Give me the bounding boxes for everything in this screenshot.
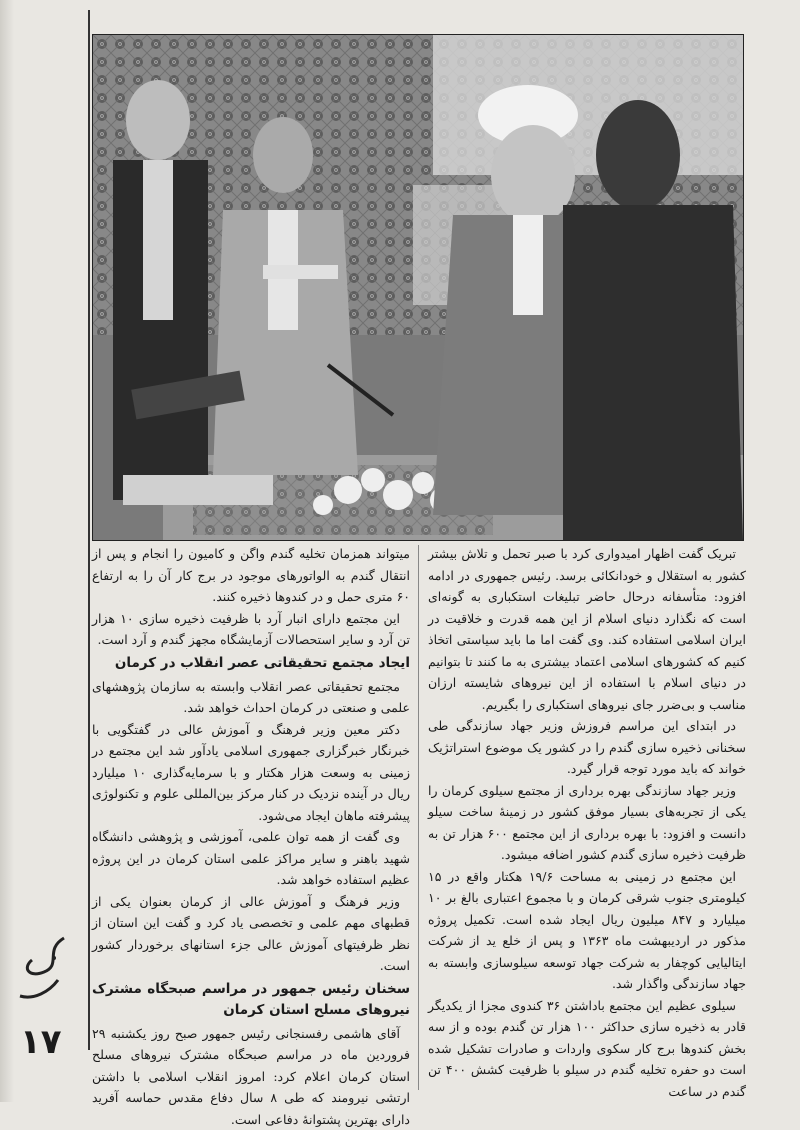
page-edge <box>0 0 14 1102</box>
paragraph: وزیر فرهنگ و آموزش عالی از کرمان بعنوان یکی از قطبهای مهم علمی و تخصصی یاد کرد و گفت این استان از نظر ظرفیتهای آموزش عالی جزء استانهای برخوردار کشور است. <box>92 891 410 977</box>
page-number: ۱۷ <box>20 1022 62 1062</box>
ceremony-photo <box>92 34 744 541</box>
calligraphy-logo-icon <box>14 930 76 1010</box>
photo-ceremony-icon <box>93 35 743 540</box>
paragraph: دکتر معین وزیر فرهنگ و آموزش عالی در گفتگویی با خبرنگار خبرگزاری جمهوری اسلامی یادآور شد این مجتمع در زمینی به وسعت هزار هکتار و با سرمایه‌گذاری ۱۰ میلیارد ریال در آینده نزدیک در کنار مرکز بین‌المللی علوم و تکنولوژی پیشرفته ماهان ایجاد می‌شود. <box>92 719 410 827</box>
paragraph: سیلوی عظیم این مجتمع باداشتن ۳۶ کندوی مجزا از یکدیگر قادر به ذخیره سازی حداکثر ۱۰۰ هزار تن گندم بوده و از سه بخش کندوها برج کار سکوی واردات و صادرات تشکیل شده است دو حفره تخلیه گندم در سیلو با ظرفیت کشش ۴۰۰ تن گندم در ساعت <box>428 995 746 1103</box>
paragraph: مجتمع تحقیقاتی عصر انقلاب وابسته به سازمان پژوهشهای علمی و صنعتی در کرمان احداث خواهد شد. <box>92 676 410 719</box>
paragraph: وزیر جهاد سازندگی بهره برداری از مجتمع سیلوی کرمان را یکی از تجربه‌های بسیار موفق کشور در زمینهٔ ساخت سیلو دانست و افزود: با بهره برداری از این مجتمع ۶۰۰ هزار تن به ظرفیت ذخیره سازی گندم کشور اضافه میشود. <box>428 780 746 866</box>
paragraph: وی گفت از همه توان علمی، آموزشی و پژوهشی دانشگاه شهید باهنر و سایر مراکز علمی استان کرمان در این پروژه عظیم استفاده خواهد شد. <box>92 826 410 891</box>
margin-rule <box>88 10 90 1050</box>
section-heading: ایجاد مجتمع تحقیقاتی عصر انقلاب در کرمان <box>92 653 410 674</box>
paragraph: آقای هاشمی رفسنجانی رئیس جمهور صبح روز یکشنبه ۲۹ فروردین ماه در مراسم صبحگاه مشترک نیروهای مسلح استان کرمان اعلام کرد: امروز انقلاب اسلامی با داشتن ارتشی نیرومند که طی ۸ سال دفاع مقدس حماسه آفرید دارای بهترین پشتوانهٔ دفاعی است. <box>92 1023 410 1130</box>
right-column <box>428 543 746 1102</box>
paragraph: میتواند همزمان تخلیه گندم واگن و کامیون را انجام و پس از انتقال گندم به الواتورهای موجود در برج کار آن را به ارتفاع ۶۰ متری حمل و در کندوها ذخیره کنند. <box>92 543 410 608</box>
kerman-logo <box>14 930 76 1010</box>
section-heading: سخنان رئیس جمهور در مراسم صبحگاه مشترک نیروهای مسلح استان کرمان <box>92 979 410 1021</box>
paragraph: این مجتمع در زمینی به مساحت ۱۹/۶ هکتار واقع در ۱۵ کیلومتری جنوب شرقی کرمان و با مجموع اعتباری بالغ بر ۱۰ میلیارد و ۸۴۷ میلیون ریال ایجاد شده است. تکمیل پروژه مذکور در اردیبهشت ماه ۱۳۶۳ و پس از خلع ید از شرکت ایتالیایی کوچفار به شرکت جهاد توسعه سیلوسازی وابسته به جهاد سازندگی واگذار شد. <box>428 866 746 995</box>
column-divider <box>418 545 419 1090</box>
paragraph: تبریک گفت اظهار امیدواری کرد با صبر تحمل و تلاش بیشتر کشور به استقلال و خودانکائی برسد. رئیس جمهوری در ادامه افزود: متأسفانه درحال حاضر تبلیغات استکباری به گونه‌ای است که نگذارد دنیای اسلام از این همه قدرت و خلاقیت در ایران اسلامی استفاده کند. وی گفت اما ما باید سیاستی اتخاذ کنیم که کشورهای اسلامی اعتماد بیشتری به ما کنند تا بتوانیم در دنیای اسلام با استفاده از این نیروهای شایسته ارزان مناسب و بی‌ضرر جای نیروهای استکباری را بگیریم. <box>428 543 746 715</box>
left-column <box>92 543 410 1130</box>
paragraph: این مجتمع دارای انبار آرد با ظرفیت ذخیره سازی ۱۰ هزار تن آرد و سایر استحصالات آزمایشگاه مجهز گندم و آرد است. <box>92 608 410 651</box>
paragraph: در ابتدای این مراسم فروزش وزیر جهاد سازندگی طی سخنانی ذخیره سازی گندم را در کشور یک موضوع استراتژیک خواند که باید مورد توجه قرار گیرد. <box>428 715 746 780</box>
